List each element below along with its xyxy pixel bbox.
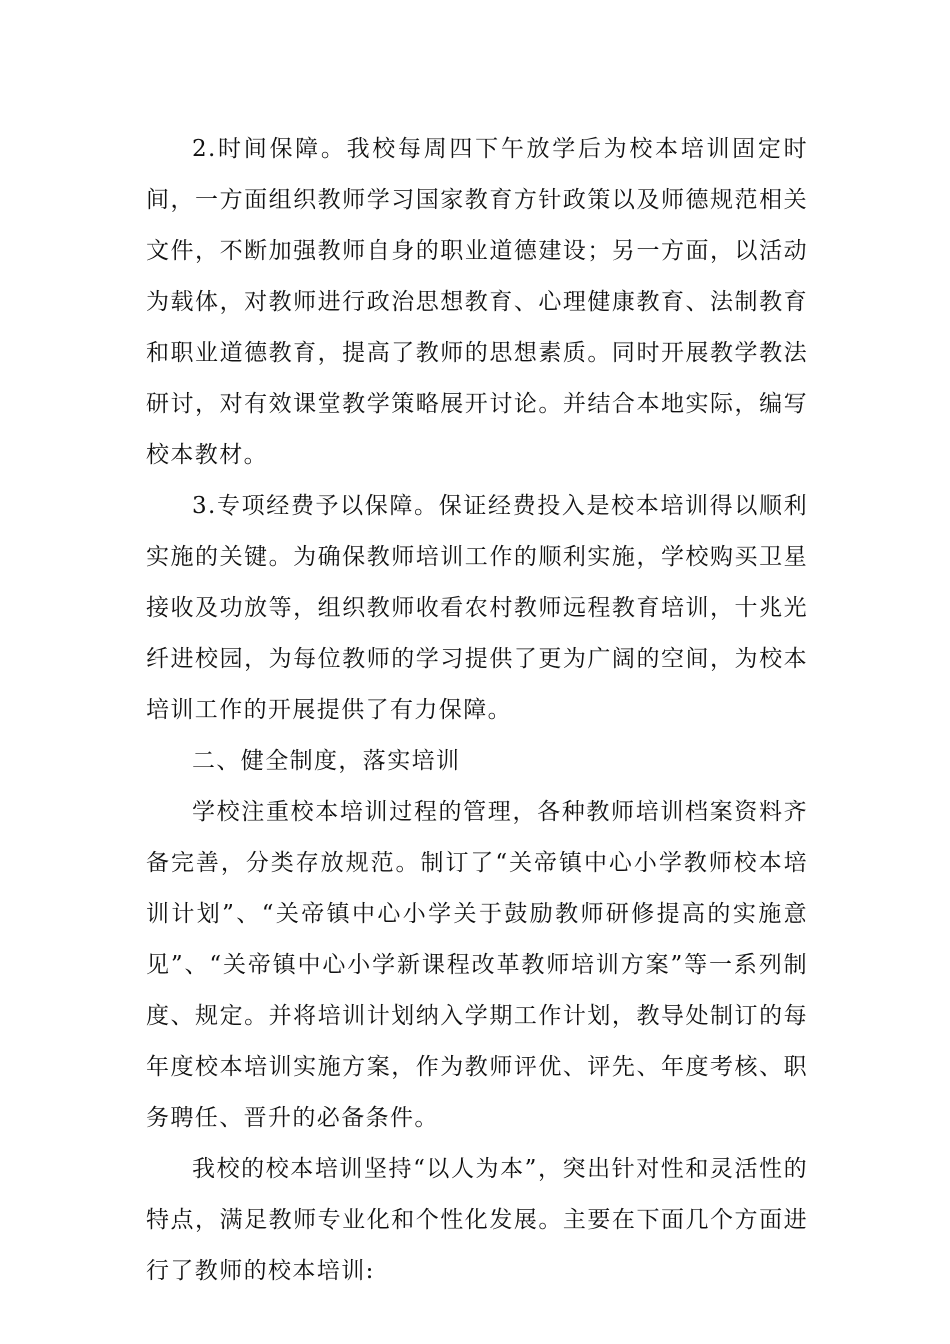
paragraph-time-guarantee: 2.时间保障。我校每周四下午放学后为校本培训固定时间，一方面组织教师学习国家教育方针政策以及师德规范相关文件，不断加强教师自身的职业道德建设；另一方面，以活动为载体，对教师进行政治思想教育、心理健康教育、法制教育和职业道德教育，提高了教师的思想素质。同时开展教学教法研讨，对有效课堂教学策略展开讨论。并结合本地实际，编写校本教材。 (146, 136, 808, 468)
paragraph-training-management: 学校注重校本培训过程的管理，各种教师培训档案资料齐备完善，分类存放规范。制订了“关帝镇中心小学教师校本培训计划”、“关帝镇中心小学关于鼓励教师研修提高的实施意见”、“关帝镇中心小学新课程改革教师培训方案”等一系列制度、规定。并将培训计划纳入学期工作计划，教导处制订的每年度校本培训实施方案，作为教师评优、评先、年度考核、职务聘任、晋升的必备条件。 (146, 799, 808, 1131)
section-heading: 二、健全制度，落实培训 (192, 748, 461, 774)
paragraph-funding-guarantee: 3.专项经费予以保障。保证经费投入是校本培训得以顺利实施的关键。为确保教师培训工作的顺利实施，学校购买卫星接收及功放等，组织教师收看农村教师远程教育培训，十兆光纤进校园，为每位教师的学习提供了更为广阔的空间，为校本培训工作的开展提供了有力保障。 (146, 493, 808, 723)
document-body (146, 124, 808, 1297)
paragraph-training-approach: 我校的校本培训坚持“以人为本”，突出针对性和灵活性的特点，满足教师专业化和个性化发展。主要在下面几个方面进行了教师的校本培训: (146, 1156, 808, 1284)
